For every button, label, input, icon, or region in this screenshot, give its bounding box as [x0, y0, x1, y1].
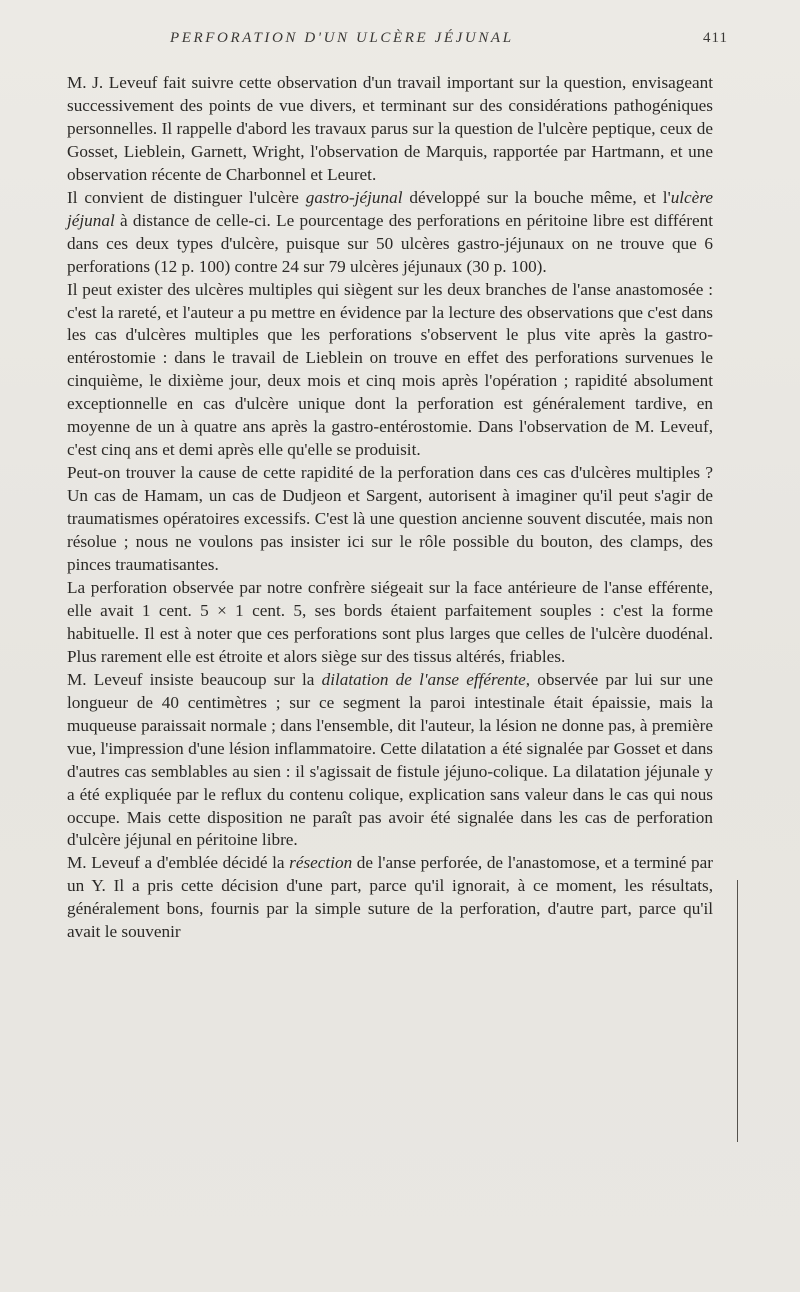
paragraph-3 [57, 279, 713, 463]
italic-term: résection [289, 853, 353, 873]
article-body [57, 72, 713, 944]
italic-term: gastro-jéjunal [305, 187, 403, 207]
paragraph-text: La perforation observée par notre confrère siégeait sur la face antérieure de l'anse efférente, elle avait 1 cent. 5 × 1 cent. 5, ses bords étaient parfaitement souples : c'est la forme habituelle. Il est à noter que ces perforations sont plus larges que celles de l'ulcère duodénal. Plus rarement elle est étroite et alors siège sur des tissus altérés, friables. [67, 577, 713, 666]
paragraph-7 [57, 852, 713, 944]
paragraph-4 [57, 462, 713, 577]
paragraph-text: Il peut exister des ulcères multiples qui siègent sur les deux branches de l'anse anastomosée : c'est la rareté, et l'auteur a pu mettre en évidence par la lecture des observations que c'est dans les cas d'ulcères multiples que les perforations s'observent le plus vite après la gastro-entérostomie : dans le travail de Lieblein on trouve en effet des perforations survenues le cinquième, le dixième jour, deux mois et cinq mois après l'opération ; rapidité absolument exceptionnelle en cas d'ulcère unique dont la perforation est généralement tardive, en moyenne de un à quatre ans après la gastro-entérostomie. Dans l'observation de M. Leveuf, c'est cinq ans et demi après elle qu'elle se produisit. [67, 279, 713, 460]
paragraph-6 [57, 669, 713, 853]
paragraph-text: de l'anse perforée, de l'anastomose, et a terminé par un Y. Il a pris cette décision d'une part, parce qu'il ignorait, à ce moment, les résultats, généralement bons, fournis par la simple suture de la perforation, d'autre part, parce qu'il avait le souvenir [67, 853, 713, 942]
paragraph-text: M. Leveuf a d'emblée décidé la [67, 853, 290, 873]
italic-term: ulcère jéjunal [67, 187, 713, 230]
page-number: 411 [703, 30, 728, 46]
paragraph-1 [57, 72, 713, 187]
running-title: PERFORATION D'UN ULCÈRE JÉJUNAL [170, 30, 514, 46]
italic-term: dilatation de l'anse efférente [321, 669, 526, 689]
paragraph-text: Peut-on trouver la cause de cette rapidité de la perforation dans ces cas d'ulcères multiples ? Un cas de Hamam, un cas de Dudjeon et Sargent, autorisent à imaginer qu'il peut s'agir de traumatismes opératoires excessifs. C'est là une question ancienne souvent discutée, mais non résolue ; nous ne voulons pas insister ici sur le rôle possible du bouton, des clamps, des pinces traumatisantes. [67, 463, 713, 575]
paragraph-text: Il convient de distinguer l'ulcère [67, 187, 306, 207]
paragraph-5 [57, 577, 713, 669]
paragraph-text: , observée par lui sur une longueur de 40 centimètres ; sur ce segment la paroi intestinale était épaissie, mais la muqueuse paraissait normale ; dans l'ensemble, dit l'auteur, la lésion ne donne pas, à première vue, l'impression d'une lésion inflammatoire. Cette dilatation a été signalée par Gosset et dans d'autres cas semblables au sien : il s'agissait de fistule jéjuno-colique. La dilatation jéjunale y a été expliquée par le reflux du contenu colique, explication sans valeur dans le cas qui nous occupe. Mais cette disposition ne paraît pas avoir été signalée dans les cas de perforation d'ulcère jéjunal en péritoine libre. [67, 669, 714, 850]
paragraph-text: M. J. Leveuf fait suivre cette observation d'un travail important sur la question, envisageant successivement des points de vue divers, et terminant sur des considérations pathogéniques personnelles. Il rappelle d'abord les travaux parus sur la question de l'ulcère peptique, ceux de Gosset, Lieblein, Garnett, Wright, l'observation de Marquis, rapportée par Hartmann, et une observation récente de Charbonnel et Leuret. [67, 73, 713, 184]
paragraph-text: à distance de celle-ci. Le pourcentage des perforations en péritoine libre est différent dans ces deux types d'ulcère, puisque sur 50 ulcères gastro-jéjunaux on ne trouve que 6 perforations (12 p. 100) contre 24 sur 79 ulcères jéjunaux (30 p. 100). [67, 210, 713, 276]
paragraph-text: M. Leveuf insiste beaucoup sur la [67, 669, 322, 689]
margin-line [737, 880, 738, 1142]
paragraph-text: développé sur la bouche même, et l' [402, 187, 671, 207]
paragraph-2 [57, 187, 713, 279]
running-header [60, 30, 728, 54]
